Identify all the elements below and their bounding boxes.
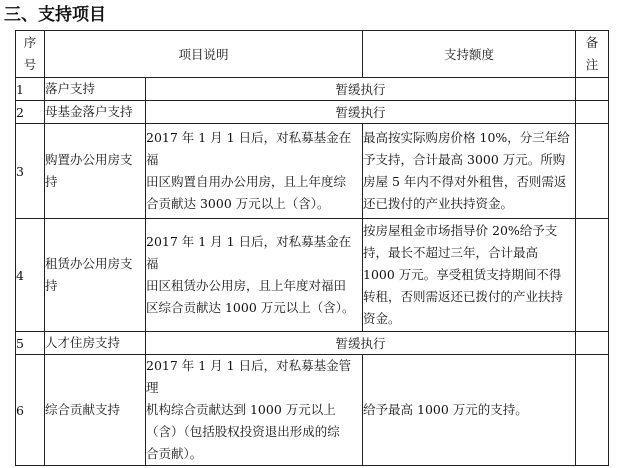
row-name-line: 租赁办公用房支 <box>45 256 133 271</box>
row-status: 暂缓执行 <box>146 101 576 124</box>
table-row <box>16 219 609 332</box>
row-number: 4 <box>16 219 45 332</box>
amount-line: 持，最长不超过三年，合计最高 <box>363 245 539 260</box>
row-number: 5 <box>16 332 45 355</box>
row-note <box>576 101 609 124</box>
header-seq <box>16 31 45 78</box>
row-status: 暂缓执行 <box>146 332 576 355</box>
description-line: 合贡献达 3000 万元以上（含）。 <box>146 196 330 211</box>
description-line: 2017 年 1 月 1 日后，对私募基金在福 <box>146 234 352 271</box>
row-note <box>576 332 609 355</box>
description-line: 田区购置自用办公用房，且上年度综 <box>146 174 347 189</box>
row-note <box>576 355 609 466</box>
amount-line: 还已拨付的产业扶持资金。 <box>363 196 514 211</box>
row-status: 暂缓执行 <box>146 78 576 101</box>
description-line: 区综合贡献达 1000 万元以上（含）。 <box>146 300 355 315</box>
row-name-line: 持 <box>45 174 58 189</box>
table-row <box>16 332 609 355</box>
row-number: 2 <box>16 101 45 124</box>
support-projects-table <box>15 30 609 466</box>
amount-line: 转租，否则需返还已拨付的产业扶持 <box>363 289 564 304</box>
header-amount: 支持额度 <box>363 31 576 78</box>
section-title: 三、支持项目 <box>4 5 106 25</box>
row-amount <box>363 355 576 466</box>
row-name: 人才住房支持 <box>45 332 146 355</box>
description-line: 机构综合贡献达到 1000 万元以上 <box>146 402 336 417</box>
row-note <box>576 219 609 332</box>
row-name: 综合贡献支持 <box>45 355 146 466</box>
row-name <box>45 219 146 332</box>
row-description <box>146 219 363 332</box>
row-number: 1 <box>16 78 45 101</box>
header-note-line-1: 备 <box>585 35 599 50</box>
amount-line: 房屋 5 年内不得对外租售，否则需返 <box>363 174 567 189</box>
row-name: 落户支持 <box>45 78 146 101</box>
amount-line: 最高按实际购房价格 10%，分三年给 <box>363 130 570 145</box>
row-description <box>146 124 363 219</box>
row-description <box>146 355 363 466</box>
row-note <box>576 78 609 101</box>
table-header-row <box>16 31 609 78</box>
row-name <box>45 124 146 219</box>
header-item: 项目说明 <box>45 31 363 78</box>
description-line: 田区租赁办公用房，且上年度对福田 <box>146 278 347 293</box>
amount-line: 给予最高 1000 万元的支持。 <box>363 402 528 417</box>
row-note <box>576 124 609 219</box>
table-row <box>16 355 609 466</box>
description-line: 2017 年 1 月 1 日后，对私募基金管理 <box>146 358 352 395</box>
row-name-line: 购置办公用房支 <box>45 152 133 167</box>
row-amount <box>363 124 576 219</box>
row-number: 6 <box>16 355 45 466</box>
amount-line: 1000 万元。享受租赁支持期间不得 <box>363 267 562 282</box>
row-number: 3 <box>16 124 45 219</box>
table-row <box>16 78 609 101</box>
row-name-line: 持 <box>45 278 58 293</box>
amount-line: 资金。 <box>363 311 401 326</box>
table-row <box>16 101 609 124</box>
header-seq-line-2: 号 <box>23 57 37 72</box>
amount-line: 按房屋租金市场指导价 20%给予支 <box>363 223 558 238</box>
amount-line: 予支持，合计最高 3000 万元。所购 <box>363 152 566 167</box>
row-amount <box>363 219 576 332</box>
description-line: 合贡献）。 <box>146 446 203 461</box>
header-note <box>576 31 609 78</box>
description-line: 2017 年 1 月 1 日后，对私募基金在福 <box>146 130 352 167</box>
header-note-line-2: 注 <box>585 57 599 72</box>
row-name: 母基金落户支持 <box>45 101 146 124</box>
description-line: （含）（包括股权投资退出形成的综 <box>146 424 340 439</box>
table-row <box>16 124 609 219</box>
header-seq-line-1: 序 <box>23 35 37 50</box>
